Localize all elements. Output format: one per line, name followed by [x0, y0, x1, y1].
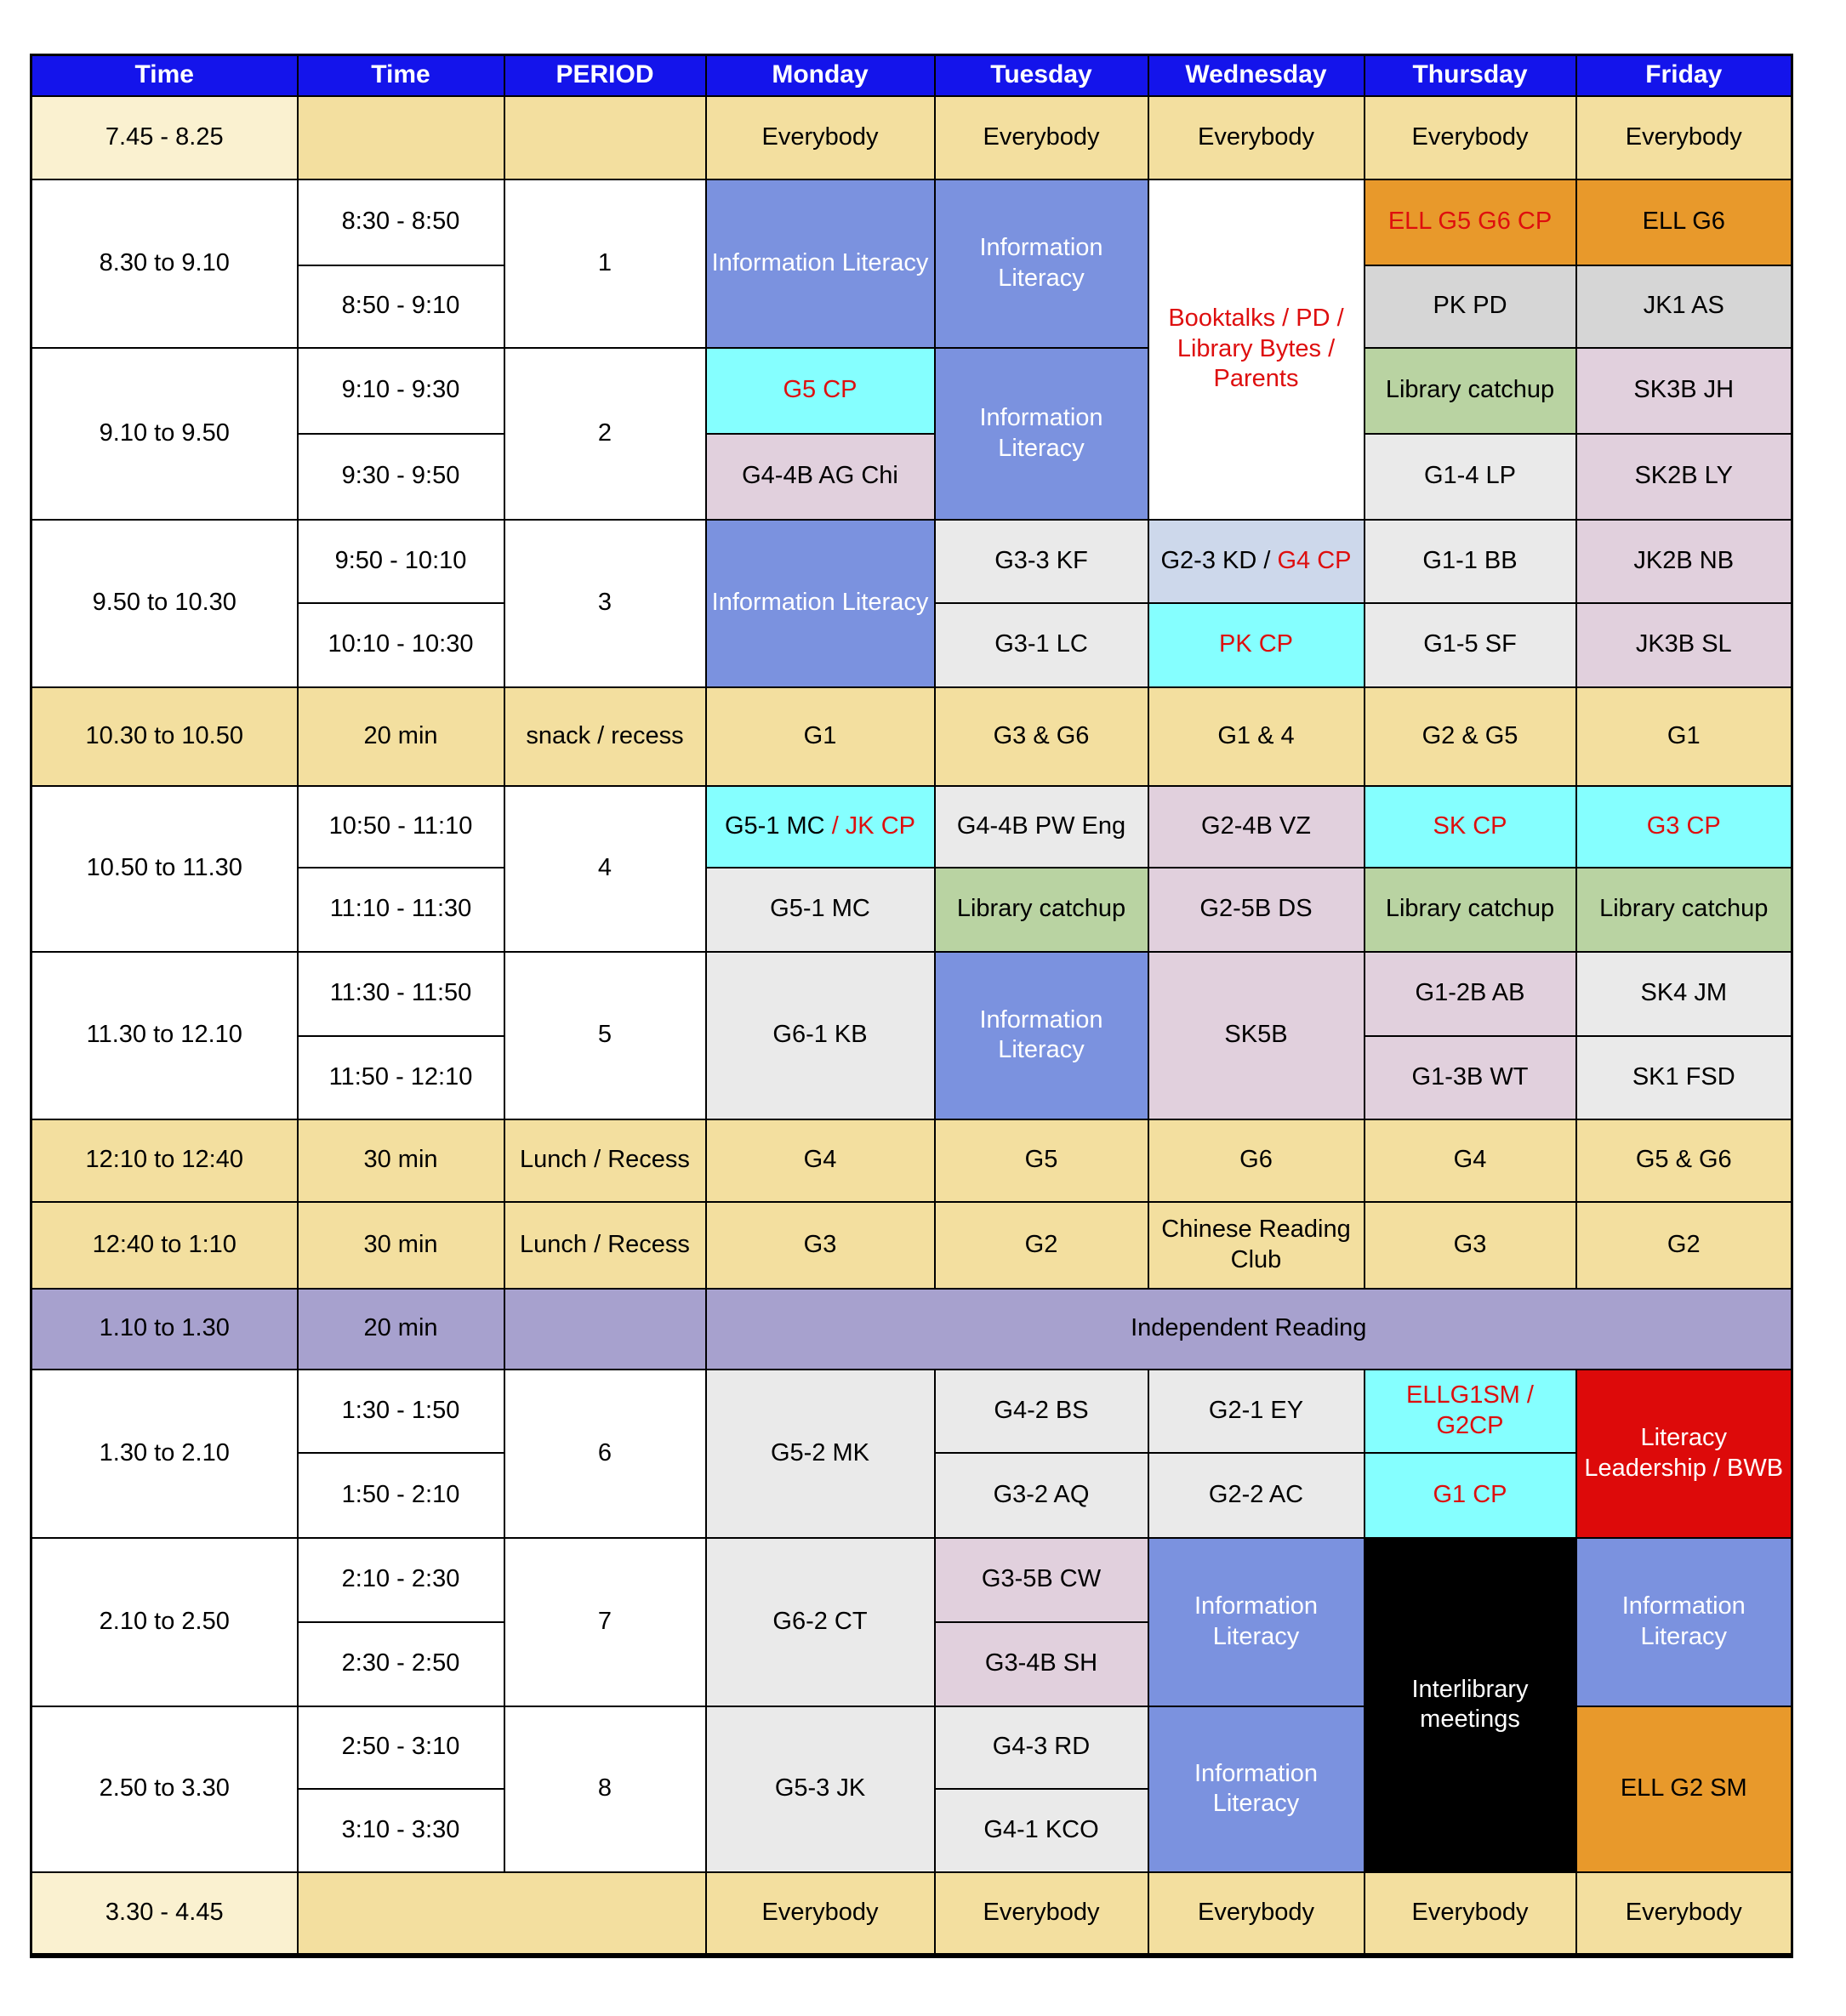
cell-r16-monday: G5-2 MK [706, 1370, 935, 1538]
cell-r11-time-slot: 11:30 - 11:50 [298, 952, 504, 1036]
cell-r4-time-slot: 9:10 - 9:30 [298, 348, 504, 434]
cell-r22-tuesday: Everybody [935, 1872, 1148, 1956]
cell-r3-thursday: PK PD [1365, 265, 1576, 348]
cell-r4-period: 2 [504, 348, 706, 520]
cell-r9-tuesday: G4-4B PW Eng [935, 786, 1148, 868]
cell-r16-time-range: 1.30 to 2.10 [31, 1370, 298, 1538]
cell-r15-period [504, 1289, 706, 1370]
cell-r18-time-range: 2.10 to 2.50 [31, 1538, 298, 1706]
cell-r11-monday: G6-1 KB [706, 952, 935, 1119]
cell-r15-time-slot: 20 min [298, 1289, 504, 1370]
cell-r16-thursday: ELLG1SM / G2CP [1365, 1370, 1576, 1453]
cell-r18-thursday: Interlibrary meetings [1365, 1538, 1576, 1872]
cell-r22-thursday: Everybody [1365, 1872, 1576, 1956]
cell-r18-time-slot: 2:10 - 2:30 [298, 1538, 504, 1622]
cell-r18-wednesday: Information Literacy [1148, 1538, 1365, 1706]
text-run: G2-3 KD / [1160, 546, 1278, 574]
cell-r2-time-range: 8.30 to 9.10 [31, 179, 298, 348]
cell-r4-tuesday: Information Literacy [935, 348, 1148, 520]
cell-r8-thursday: G2 & G5 [1365, 687, 1576, 786]
cell-r6-friday: JK2B NB [1576, 520, 1792, 603]
cell-r6-time-slot: 9:50 - 10:10 [298, 520, 504, 603]
cell-r1-time-range: 7.45 - 8.25 [31, 96, 298, 179]
cell-r4-thursday: Library catchup [1365, 348, 1576, 434]
cell-r22-time-slot [298, 1872, 706, 1956]
cell-r13-time-slot: 30 min [298, 1119, 504, 1202]
header-period: PERIOD [504, 55, 706, 96]
cell-r9-thursday: SK CP [1365, 786, 1576, 868]
cell-r6-monday: Information Literacy [706, 520, 935, 687]
timetable-body [31, 55, 1792, 1956]
cell-r22-friday: Everybody [1576, 1872, 1792, 1956]
cell-r18-tuesday: G3-5B CW [935, 1538, 1148, 1622]
cell-r9-time-slot: 10:50 - 11:10 [298, 786, 504, 868]
cell-r5-time-slot: 9:30 - 9:50 [298, 434, 504, 520]
cell-r20-tuesday: G4-3 RD [935, 1706, 1148, 1789]
cell-r20-monday: G5-3 JK [706, 1706, 935, 1872]
cell-r22-wednesday: Everybody [1148, 1872, 1365, 1956]
cell-r8-tuesday: G3 & G6 [935, 687, 1148, 786]
cell-r2-time-slot: 8:30 - 8:50 [298, 179, 504, 265]
header-wednesday: Wednesday [1148, 55, 1365, 96]
cell-r6-thursday: G1-1 BB [1365, 520, 1576, 603]
header-friday: Friday [1576, 55, 1792, 96]
cell-r9-friday: G3 CP [1576, 786, 1792, 868]
cell-r11-tuesday: Information Literacy [935, 952, 1148, 1119]
cell-r14-friday: G2 [1576, 1202, 1792, 1289]
cell-r18-monday: G6-2 CT [706, 1538, 935, 1706]
table-row [31, 520, 1792, 603]
cell-r18-friday: Information Literacy [1576, 1538, 1792, 1706]
cell-r2-tuesday: Information Literacy [935, 179, 1148, 348]
cell-r21-time-slot: 3:10 - 3:30 [298, 1789, 504, 1872]
cell-r7-friday: JK3B SL [1576, 603, 1792, 687]
cell-r8-friday: G1 [1576, 687, 1792, 786]
cell-r14-thursday: G3 [1365, 1202, 1576, 1289]
cell-r6-period: 3 [504, 520, 706, 687]
header-tuesday: Tuesday [935, 55, 1148, 96]
cell-r17-time-slot: 1:50 - 2:10 [298, 1453, 504, 1538]
cell-r13-tuesday: G5 [935, 1119, 1148, 1202]
cell-r7-thursday: G1-5 SF [1365, 603, 1576, 687]
table-row [31, 1370, 1792, 1453]
cell-r10-tuesday: Library catchup [935, 868, 1148, 952]
cell-r17-tuesday: G3-2 AQ [935, 1453, 1148, 1538]
cell-r1-time-slot [298, 96, 504, 179]
cell-r16-wednesday: G2-1 EY [1148, 1370, 1365, 1453]
cell-r17-wednesday: G2-2 AC [1148, 1453, 1365, 1538]
cell-r11-thursday: G1-2B AB [1365, 952, 1576, 1036]
cell-r22-monday: Everybody [706, 1872, 935, 1956]
cell-r2-friday: ELL G6 [1576, 179, 1792, 265]
cell-r17-thursday: G1 CP [1365, 1453, 1576, 1538]
cell-r8-time-slot: 20 min [298, 687, 504, 786]
text-run: / JK CP [831, 812, 915, 840]
table-row [31, 179, 1792, 265]
cell-r15-monday: Independent Reading [706, 1289, 1792, 1370]
cell-r13-period: Lunch / Recess [504, 1119, 706, 1202]
cell-r1-monday: Everybody [706, 96, 935, 179]
cell-r4-monday: G5 CP [706, 348, 935, 434]
cell-r16-period: 6 [504, 1370, 706, 1538]
cell-r19-tuesday: G3-4B SH [935, 1622, 1148, 1706]
cell-r6-tuesday: G3-3 KF [935, 520, 1148, 603]
header-row [31, 55, 1792, 96]
cell-r2-wednesday: Booktalks / PD / Library Bytes / Parents [1148, 179, 1365, 520]
cell-r13-wednesday: G6 [1148, 1119, 1365, 1202]
cell-r8-monday: G1 [706, 687, 935, 786]
cell-r11-time-range: 11.30 to 12.10 [31, 952, 298, 1119]
cell-r12-friday: SK1 FSD [1576, 1036, 1792, 1119]
cell-r1-period [504, 96, 706, 179]
cell-r9-period: 4 [504, 786, 706, 952]
cell-r12-thursday: G1-3B WT [1365, 1036, 1576, 1119]
cell-r1-wednesday: Everybody [1148, 96, 1365, 179]
cell-r10-time-slot: 11:10 - 11:30 [298, 868, 504, 952]
cell-r1-thursday: Everybody [1365, 96, 1576, 179]
table-row [31, 96, 1792, 179]
cell-r5-thursday: G1-4 LP [1365, 434, 1576, 520]
table-row [31, 786, 1792, 868]
table-row [31, 1538, 1792, 1622]
cell-r15-time-range: 1.10 to 1.30 [31, 1289, 298, 1370]
cell-r13-thursday: G4 [1365, 1119, 1576, 1202]
cell-r12-time-slot: 11:50 - 12:10 [298, 1036, 504, 1119]
cell-r14-period: Lunch / Recess [504, 1202, 706, 1289]
cell-r9-wednesday: G2-4B VZ [1148, 786, 1365, 868]
cell-r3-time-slot: 8:50 - 9:10 [298, 265, 504, 348]
cell-r22-time-range: 3.30 - 4.45 [31, 1872, 298, 1956]
cell-r10-wednesday: G2-5B DS [1148, 868, 1365, 952]
cell-r7-tuesday: G3-1 LC [935, 603, 1148, 687]
table-row [31, 1872, 1792, 1956]
cell-r3-friday: JK1 AS [1576, 265, 1792, 348]
cell-r14-time-slot: 30 min [298, 1202, 504, 1289]
cell-r13-monday: G4 [706, 1119, 935, 1202]
cell-r11-wednesday: SK5B [1148, 952, 1365, 1119]
cell-r10-friday: Library catchup [1576, 868, 1792, 952]
cell-r14-time-range: 12:40 to 1:10 [31, 1202, 298, 1289]
cell-r19-time-slot: 2:30 - 2:50 [298, 1622, 504, 1706]
cell-r20-wednesday: Information Literacy [1148, 1706, 1365, 1872]
cell-r5-monday: G4-4B AG Chi [706, 434, 935, 520]
cell-r2-period: 1 [504, 179, 706, 348]
cell-r9-time-range: 10.50 to 11.30 [31, 786, 298, 952]
table-row [31, 1119, 1792, 1202]
cell-r9-monday [706, 786, 935, 868]
header-thursday: Thursday [1365, 55, 1576, 96]
cell-r20-period: 8 [504, 1706, 706, 1872]
cell-r11-friday: SK4 JM [1576, 952, 1792, 1036]
table-row [31, 687, 1792, 786]
table-row [31, 952, 1792, 1036]
cell-r16-friday: Literacy Leadership / BWB [1576, 1370, 1792, 1538]
cell-r20-friday: ELL G2 SM [1576, 1706, 1792, 1872]
cell-r4-friday: SK3B JH [1576, 348, 1792, 434]
cell-r16-tuesday: G4-2 BS [935, 1370, 1148, 1453]
cell-r14-tuesday: G2 [935, 1202, 1148, 1289]
cell-r10-thursday: Library catchup [1365, 868, 1576, 952]
cell-r6-wednesday [1148, 520, 1365, 603]
cell-r8-wednesday: G1 & 4 [1148, 687, 1365, 786]
cell-r2-monday: Information Literacy [706, 179, 935, 348]
cell-r13-time-range: 12:10 to 12:40 [31, 1119, 298, 1202]
cell-r5-friday: SK2B LY [1576, 434, 1792, 520]
cell-r20-time-slot: 2:50 - 3:10 [298, 1706, 504, 1789]
cell-r1-tuesday: Everybody [935, 96, 1148, 179]
table-row [31, 1289, 1792, 1370]
cell-r7-time-slot: 10:10 - 10:30 [298, 603, 504, 687]
cell-r16-time-slot: 1:30 - 1:50 [298, 1370, 504, 1453]
cell-r13-friday: G5 & G6 [1576, 1119, 1792, 1202]
header-time-slot: Time [298, 55, 504, 96]
header-monday: Monday [706, 55, 935, 96]
cell-r14-wednesday: Chinese Reading Club [1148, 1202, 1365, 1289]
cell-r20-time-range: 2.50 to 3.30 [31, 1706, 298, 1872]
cell-r7-wednesday: PK CP [1148, 603, 1365, 687]
header-time-range: Time [31, 55, 298, 96]
text-run: G5-1 MC [725, 812, 832, 840]
cell-r18-period: 7 [504, 1538, 706, 1706]
table-row [31, 348, 1792, 434]
cell-r11-period: 5 [504, 952, 706, 1119]
timetable [30, 54, 1793, 1958]
cell-r10-monday: G5-1 MC [706, 868, 935, 952]
cell-r8-time-range: 10.30 to 10.50 [31, 687, 298, 786]
cell-r14-monday: G3 [706, 1202, 935, 1289]
cell-r21-tuesday: G4-1 KCO [935, 1789, 1148, 1872]
text-run: G4 CP [1277, 546, 1352, 574]
table-row [31, 1202, 1792, 1289]
cell-r2-thursday: ELL G5 G6 CP [1365, 179, 1576, 265]
cell-r1-friday: Everybody [1576, 96, 1792, 179]
cell-r8-period: snack / recess [504, 687, 706, 786]
cell-r4-time-range: 9.10 to 9.50 [31, 348, 298, 520]
cell-r6-time-range: 9.50 to 10.30 [31, 520, 298, 687]
